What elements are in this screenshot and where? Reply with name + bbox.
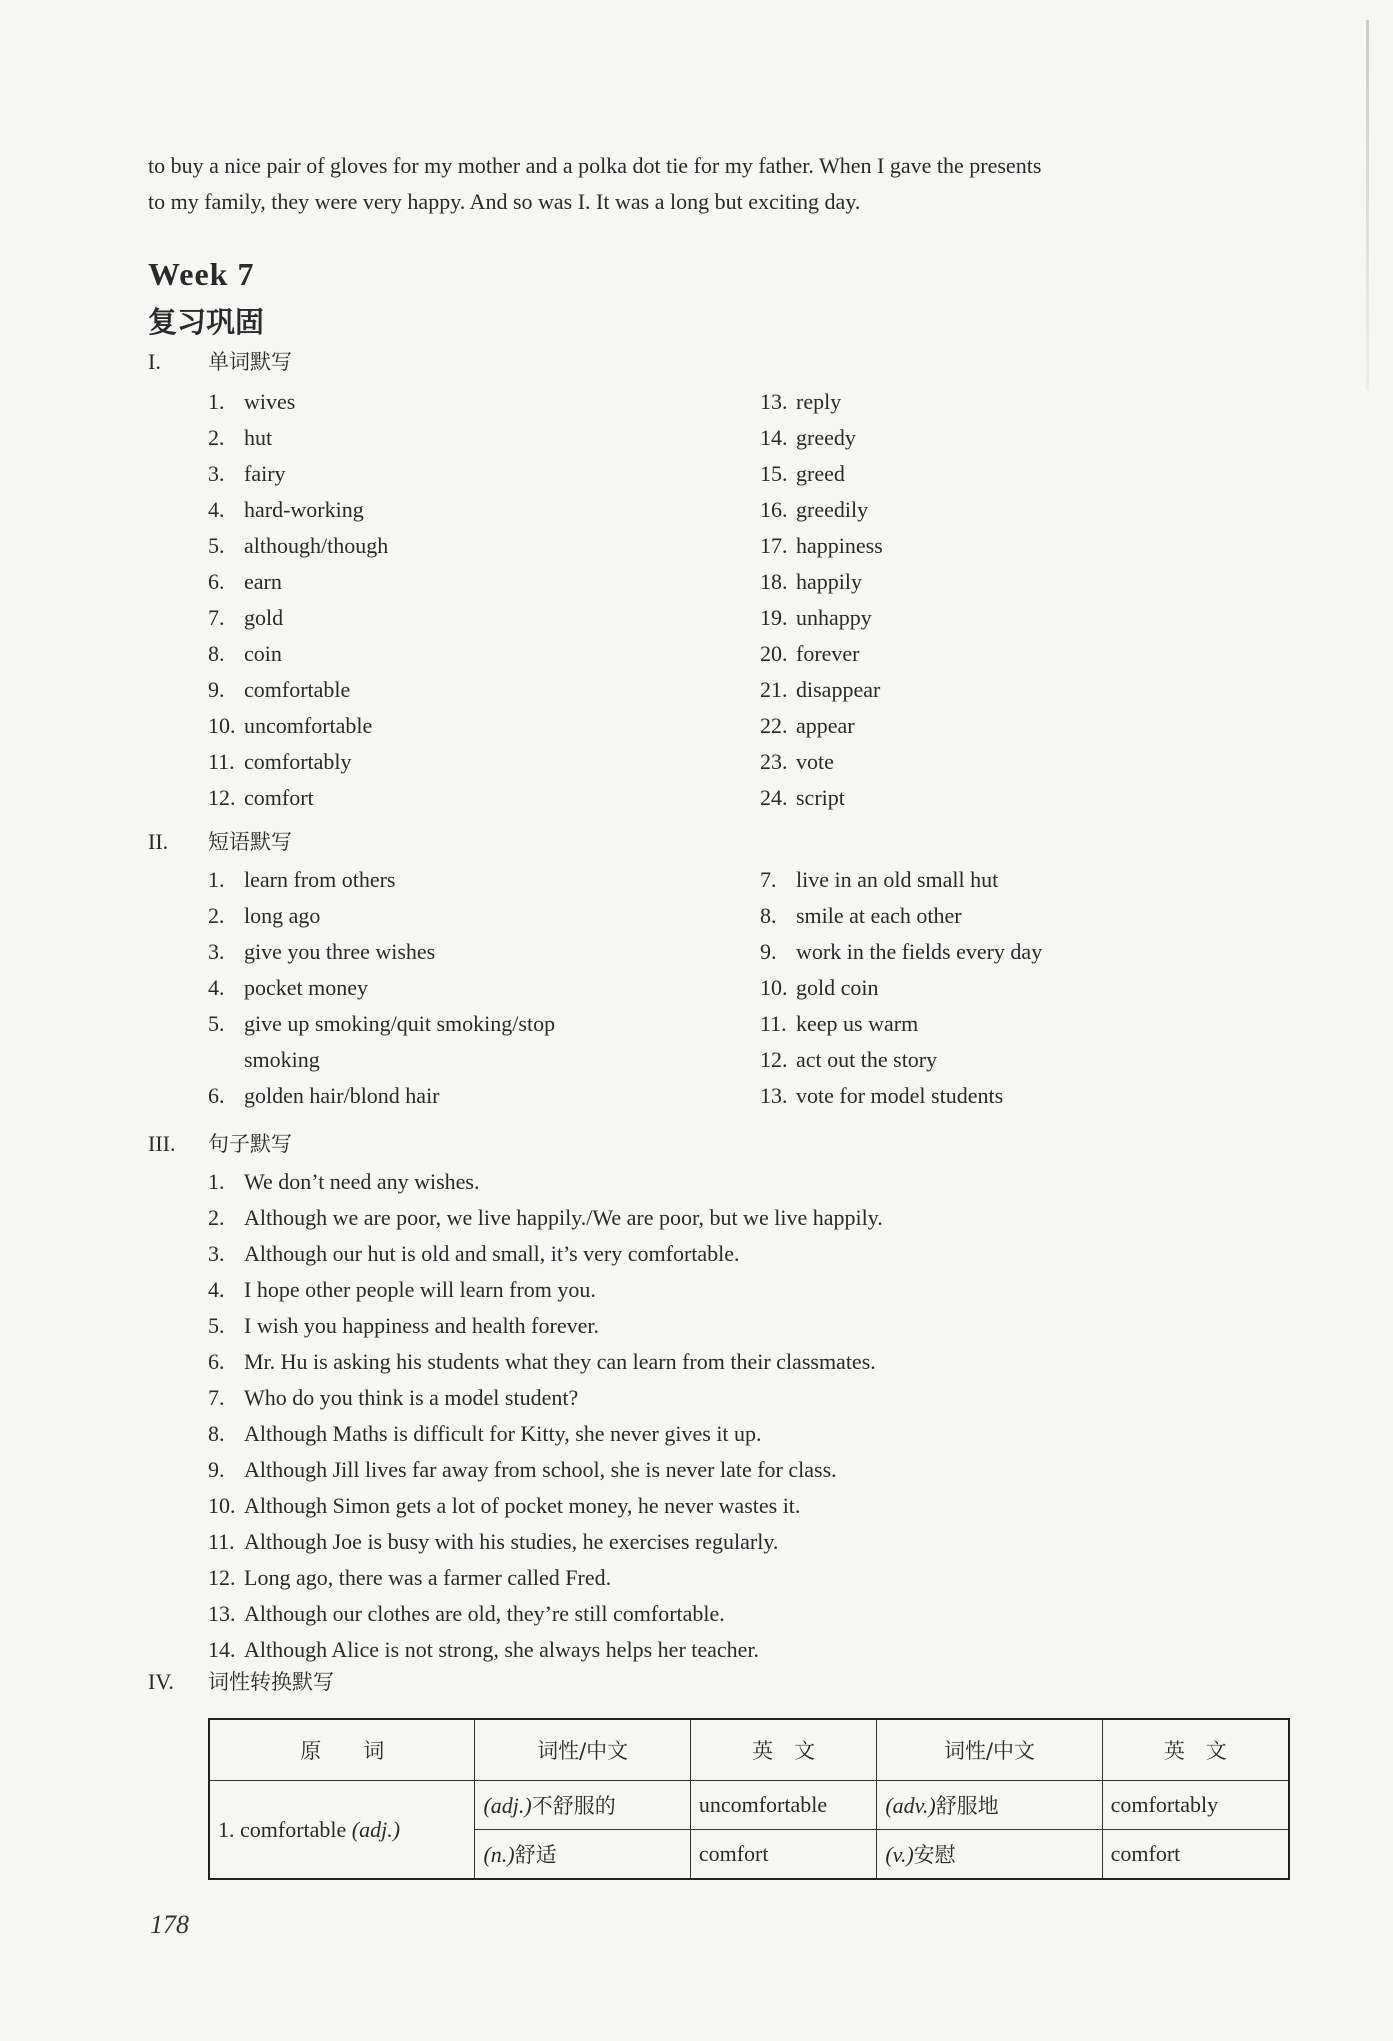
item-text: script bbox=[796, 785, 845, 810]
item-text: Although our clothes are old, they’re still comfortable. bbox=[244, 1601, 725, 1626]
word-item bbox=[208, 528, 388, 564]
item-text: hard-working bbox=[244, 497, 364, 522]
item-text: give up smoking/quit smoking/stop bbox=[244, 1011, 556, 1036]
english-cell: comfort bbox=[690, 1830, 877, 1880]
word-item bbox=[760, 672, 883, 708]
table-header-row bbox=[209, 1719, 1289, 1781]
phrase-item bbox=[760, 862, 1042, 898]
item-number: 7. bbox=[760, 867, 777, 892]
page-edge-shadow bbox=[1366, 20, 1369, 390]
section-2-heading bbox=[148, 826, 292, 856]
intro-line-2: to my family, they were very happy. And so was I. It was a long but exciting day. bbox=[148, 189, 861, 214]
table-row bbox=[209, 1781, 1289, 1830]
item-number: 10. bbox=[208, 713, 236, 738]
item-text: earn bbox=[244, 569, 282, 594]
original-word: 1. comfortable bbox=[218, 1816, 347, 1842]
phrase-item bbox=[208, 1006, 708, 1042]
item-number: 18. bbox=[760, 569, 788, 594]
sentence-item bbox=[208, 1596, 883, 1632]
word-form-table bbox=[208, 1718, 1290, 1880]
sentence-item bbox=[208, 1632, 883, 1668]
sentence-item bbox=[208, 1308, 883, 1344]
pos-cn-cell bbox=[475, 1781, 690, 1830]
item-text: Although Alice is not strong, she always helps her teacher. bbox=[244, 1637, 760, 1662]
item-text: I wish you happiness and health forever. bbox=[244, 1313, 599, 1338]
item-number: 3. bbox=[208, 939, 225, 964]
item-number: 2. bbox=[208, 425, 225, 450]
item-number: 11. bbox=[208, 749, 235, 774]
item-text: Although Joe is busy with his studies, he exercises regularly. bbox=[244, 1529, 779, 1554]
item-text: Who do you think is a model student? bbox=[244, 1385, 579, 1410]
item-text: greed bbox=[796, 461, 845, 486]
pos-cn-cell bbox=[877, 1781, 1102, 1830]
item-text: coin bbox=[244, 641, 282, 666]
section-number: II. bbox=[148, 829, 169, 854]
item-text: pocket money bbox=[244, 975, 369, 1000]
sentence-item bbox=[208, 1488, 883, 1524]
item-number: 4. bbox=[208, 1277, 225, 1302]
item-number: 8. bbox=[208, 641, 225, 666]
item-text: comfortable bbox=[244, 677, 351, 702]
item-text: unhappy bbox=[796, 605, 872, 630]
item-number: 15. bbox=[760, 461, 788, 486]
word-item bbox=[208, 636, 388, 672]
english-cell: comfort bbox=[1102, 1830, 1289, 1880]
phrase-item bbox=[760, 1006, 1042, 1042]
item-number: 19. bbox=[760, 605, 788, 630]
item-text: uncomfortable bbox=[244, 713, 373, 738]
item-text: long ago bbox=[244, 903, 321, 928]
english-cell: uncomfortable bbox=[690, 1781, 877, 1830]
item-text: vote bbox=[796, 749, 834, 774]
item-number: 7. bbox=[208, 605, 225, 630]
item-number: 3. bbox=[208, 461, 225, 486]
word-item bbox=[208, 672, 388, 708]
item-text: comfortably bbox=[244, 749, 352, 774]
pos-cn-cell bbox=[877, 1830, 1102, 1880]
chinese: 安慰 bbox=[913, 1843, 956, 1867]
item-text: smoking bbox=[244, 1047, 320, 1072]
word-item bbox=[208, 420, 388, 456]
item-number: 21. bbox=[760, 677, 788, 702]
item-text: golden hair/blond hair bbox=[244, 1083, 440, 1108]
item-text: hut bbox=[244, 425, 273, 450]
word-item bbox=[208, 564, 388, 600]
pos-cn-cell bbox=[475, 1830, 690, 1880]
header-original: 原 词 bbox=[209, 1719, 475, 1781]
original-pos: (adj.) bbox=[351, 1816, 401, 1842]
chinese: 舒适 bbox=[514, 1843, 557, 1867]
phrase-item bbox=[208, 934, 708, 970]
item-number: 6. bbox=[208, 1349, 225, 1374]
word-item bbox=[208, 456, 388, 492]
item-text: gold bbox=[244, 605, 284, 630]
original-word-cell bbox=[209, 1781, 475, 1880]
word-item bbox=[760, 420, 883, 456]
item-text: fairy bbox=[244, 461, 286, 486]
item-number: 24. bbox=[760, 785, 788, 810]
item-text: I hope other people will learn from you. bbox=[244, 1277, 596, 1302]
section-title: 短语默写 bbox=[208, 830, 292, 854]
phrase-item bbox=[760, 934, 1042, 970]
item-number: 10. bbox=[208, 1493, 236, 1518]
item-number: 17. bbox=[760, 533, 788, 558]
sentence-item bbox=[208, 1164, 883, 1200]
item-text: work in the fields every day bbox=[796, 939, 1043, 964]
item-text: happily bbox=[796, 569, 862, 594]
item-number: 9. bbox=[208, 677, 225, 702]
word-item bbox=[760, 528, 883, 564]
item-number: 12. bbox=[208, 1565, 236, 1590]
item-number: 23. bbox=[760, 749, 788, 774]
item-number: 13. bbox=[760, 389, 788, 414]
header-pos-cn-2: 词性/中文 bbox=[877, 1719, 1102, 1781]
sentence-item bbox=[208, 1416, 883, 1452]
item-number: 13. bbox=[208, 1601, 236, 1626]
item-text: Mr. Hu is asking his students what they can learn from their classmates. bbox=[244, 1349, 876, 1374]
item-text: Although Maths is difficult for Kitty, she never gives it up. bbox=[244, 1421, 762, 1446]
sentence-item bbox=[208, 1236, 883, 1272]
word-item bbox=[760, 492, 883, 528]
pos: (adj.) bbox=[483, 1793, 532, 1818]
item-text: greedily bbox=[796, 497, 869, 522]
word-item bbox=[208, 744, 388, 780]
phrase-item bbox=[208, 862, 708, 898]
pos: (n.) bbox=[483, 1842, 515, 1867]
item-number: 14. bbox=[208, 1637, 236, 1662]
header-pos-cn-1: 词性/中文 bbox=[475, 1719, 690, 1781]
item-text: act out the story bbox=[796, 1047, 938, 1072]
phrase-item bbox=[208, 1078, 708, 1114]
word-item bbox=[208, 600, 388, 636]
item-number: 5. bbox=[208, 533, 225, 558]
sentence-item bbox=[208, 1380, 883, 1416]
item-number: 10. bbox=[760, 975, 788, 1000]
word-list-left bbox=[208, 384, 388, 816]
section-4-heading bbox=[148, 1666, 334, 1696]
sentence-item bbox=[208, 1524, 883, 1560]
item-number: 7. bbox=[208, 1385, 225, 1410]
intro-line-1: to buy a nice pair of gloves for my mother and a polka dot tie for my father. When I gave the presents bbox=[148, 153, 1042, 178]
item-text: Although we are poor, we live happily./We are poor, but we live happily. bbox=[244, 1205, 883, 1230]
item-number: 12. bbox=[760, 1047, 788, 1072]
sentence-list bbox=[208, 1164, 883, 1668]
section-number: III. bbox=[148, 1131, 176, 1156]
word-item bbox=[208, 708, 388, 744]
section-3-heading bbox=[148, 1128, 292, 1158]
item-text: live in an old small hut bbox=[796, 867, 999, 892]
review-title: 复习巩固 bbox=[148, 305, 265, 339]
phrase-item bbox=[760, 1078, 1042, 1114]
pos: (adv.) bbox=[885, 1793, 936, 1818]
item-text: happiness bbox=[796, 533, 883, 558]
item-number: 1. bbox=[208, 867, 225, 892]
item-number: 6. bbox=[208, 569, 225, 594]
word-item bbox=[760, 600, 883, 636]
item-number: 5. bbox=[208, 1011, 225, 1036]
item-text: give you three wishes bbox=[244, 939, 436, 964]
header-english-2: 英 文 bbox=[1102, 1719, 1289, 1781]
sentence-item bbox=[208, 1452, 883, 1488]
item-number: 4. bbox=[208, 975, 225, 1000]
item-text: disappear bbox=[796, 677, 881, 702]
section-number: I. bbox=[148, 349, 161, 374]
item-text: appear bbox=[796, 713, 855, 738]
item-text: comfort bbox=[244, 785, 314, 810]
word-item bbox=[760, 456, 883, 492]
week-title: Week 7 bbox=[148, 256, 255, 292]
item-text: Long ago, there was a farmer called Fred. bbox=[244, 1565, 612, 1590]
item-text: smile at each other bbox=[796, 903, 962, 928]
page-number: 178 bbox=[150, 1910, 189, 1939]
item-text: Although our hut is old and small, it’s very comfortable. bbox=[244, 1241, 740, 1266]
phrase-list-left bbox=[208, 862, 708, 1114]
word-item bbox=[208, 780, 388, 816]
section-title: 句子默写 bbox=[208, 1132, 292, 1156]
section-number: IV. bbox=[148, 1669, 174, 1694]
phrase-item bbox=[760, 898, 1042, 934]
word-item bbox=[208, 492, 388, 528]
section-1-heading bbox=[148, 346, 292, 376]
item-number: 9. bbox=[760, 939, 777, 964]
item-text: although/though bbox=[244, 533, 389, 558]
chinese: 舒服地 bbox=[935, 1794, 999, 1818]
phrase-item bbox=[760, 970, 1042, 1006]
word-item bbox=[760, 384, 883, 420]
item-number: 2. bbox=[208, 1205, 225, 1230]
item-text: forever bbox=[796, 641, 860, 666]
item-text: Although Simon gets a lot of pocket money, he never wastes it. bbox=[244, 1493, 801, 1518]
item-number: 22. bbox=[760, 713, 788, 738]
phrase-item bbox=[208, 898, 708, 934]
item-number: 8. bbox=[208, 1421, 225, 1446]
item-number: 14. bbox=[760, 425, 788, 450]
item-number: 4. bbox=[208, 497, 225, 522]
english-cell: comfortably bbox=[1102, 1781, 1289, 1830]
item-number: 20. bbox=[760, 641, 788, 666]
item-number: 11. bbox=[208, 1529, 235, 1554]
phrase-item bbox=[208, 970, 708, 1006]
item-text: learn from others bbox=[244, 867, 396, 892]
section-title: 单词默写 bbox=[208, 350, 292, 374]
item-number: 13. bbox=[760, 1083, 788, 1108]
item-number: 1. bbox=[208, 1169, 225, 1194]
item-text: Although Jill lives far away from school, she is never late for class. bbox=[244, 1457, 837, 1482]
item-number: 9. bbox=[208, 1457, 225, 1482]
item-number: 2. bbox=[208, 903, 225, 928]
item-text: reply bbox=[796, 389, 842, 414]
word-item bbox=[208, 384, 388, 420]
chinese: 不舒服的 bbox=[531, 1794, 616, 1818]
word-list-right bbox=[760, 384, 883, 816]
sentence-item bbox=[208, 1560, 883, 1596]
item-text: We don’t need any wishes. bbox=[244, 1169, 480, 1194]
phrase-item bbox=[208, 1042, 708, 1078]
word-item bbox=[760, 744, 883, 780]
item-number: 16. bbox=[760, 497, 788, 522]
item-number: 6. bbox=[208, 1083, 225, 1108]
phrase-list-right bbox=[760, 862, 1042, 1114]
word-item bbox=[760, 708, 883, 744]
header-english-1: 英 文 bbox=[690, 1719, 877, 1781]
phrase-item bbox=[760, 1042, 1042, 1078]
word-item bbox=[760, 636, 883, 672]
item-number: 3. bbox=[208, 1241, 225, 1266]
item-text: keep us warm bbox=[796, 1011, 919, 1036]
intro-paragraph bbox=[148, 148, 1298, 220]
item-number: 11. bbox=[760, 1011, 787, 1036]
item-text: vote for model students bbox=[796, 1083, 1004, 1108]
item-text: wives bbox=[244, 389, 296, 414]
item-number: 5. bbox=[208, 1313, 225, 1338]
item-number: 12. bbox=[208, 785, 236, 810]
word-item bbox=[760, 564, 883, 600]
sentence-item bbox=[208, 1272, 883, 1308]
item-text: greedy bbox=[796, 425, 856, 450]
pos: (v.) bbox=[885, 1842, 914, 1867]
section-title: 词性转换默写 bbox=[208, 1670, 334, 1694]
item-text: gold coin bbox=[796, 975, 879, 1000]
item-number: 8. bbox=[760, 903, 777, 928]
sentence-item bbox=[208, 1200, 883, 1236]
sentence-item bbox=[208, 1344, 883, 1380]
word-item bbox=[760, 780, 883, 816]
item-number: 1. bbox=[208, 389, 225, 414]
